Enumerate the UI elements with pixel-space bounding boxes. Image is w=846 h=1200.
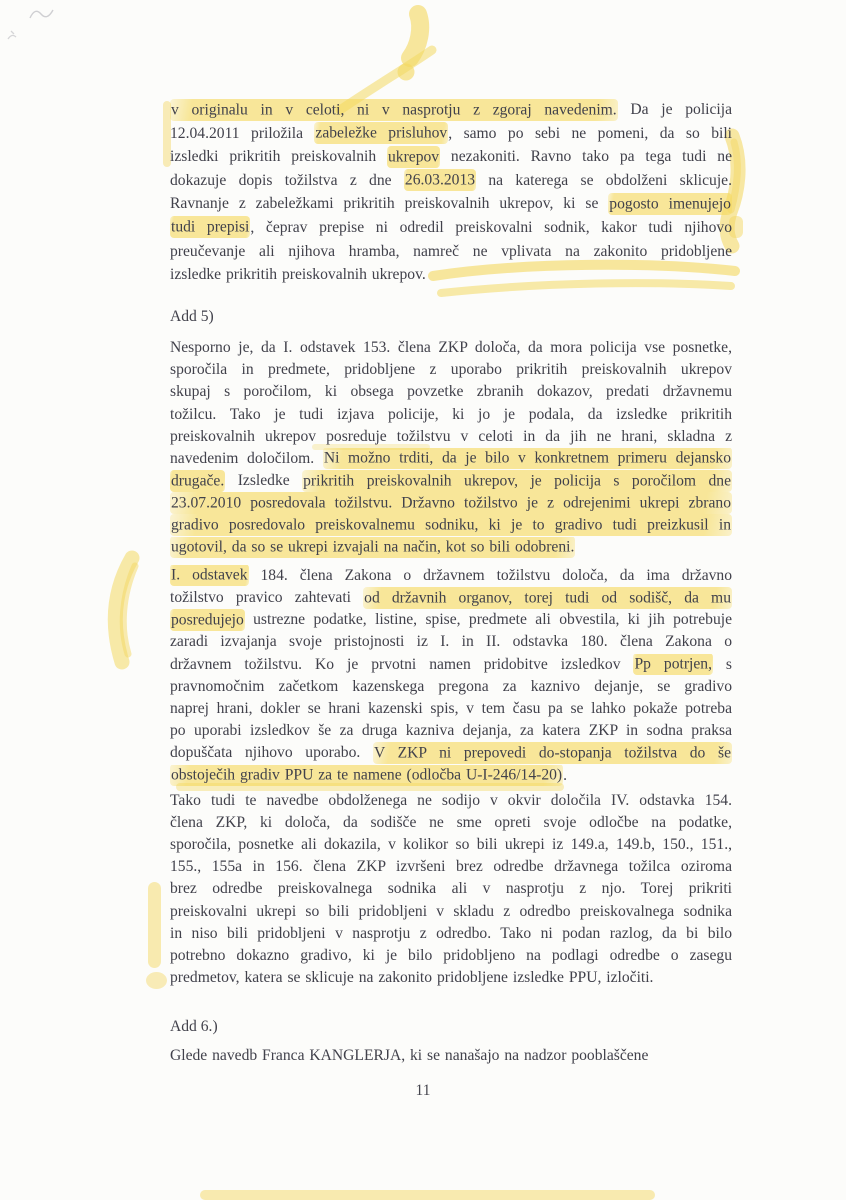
text-line [170, 337, 732, 359]
text-line [170, 1045, 732, 1067]
pencil-scribble-mark [5, 25, 25, 50]
text-line [170, 878, 732, 900]
text-segment: s [712, 655, 732, 673]
text-segment: Glede navedb Franca KANGLERJA, ki se nanašajo na nadzor pooblaščene [170, 1046, 649, 1064]
text-line [170, 834, 732, 856]
text-line [170, 676, 732, 698]
text-segment: sporočila in predmete, pridobljene z uporabo prikritih preiskovalnih ukrepov [170, 361, 732, 379]
text-segment: tožilstvo pravico zahtevati [170, 589, 364, 607]
text-segment: po uporabi izsledkov še za druga kazniva dejanja, za katera ZKP in sodna praksa [170, 722, 732, 740]
highlighted-text: prikritih preiskovalnih ukrepov, je policija s poročilom dne [302, 470, 732, 492]
text-line [170, 654, 732, 676]
text-line [170, 404, 732, 426]
highlighted-text: pogosto imenujejo [608, 193, 732, 215]
text-segment: dopuščata njihovo uporabo. [170, 744, 373, 762]
text-line [170, 765, 732, 787]
highlighted-text: 23.07.2010 posredovala tožilstvu. Državno tožilstvo je z odrejenimi ukrepi zbrano [170, 492, 732, 514]
paragraph-add5-first [170, 337, 732, 559]
text-line [170, 359, 732, 381]
text-line [170, 565, 732, 587]
text-segment: državnem tožilstvu. Ko je prvotni namen pridobitve izsledkov [170, 655, 634, 673]
text-segment: preiskovalnih ukrepov posreduje tožilstvu v celoti in da jih ne hrani, skladna z [170, 427, 732, 445]
text-segment: Nesporno je, da I. odstavek 153. člena ZKP določa, da mora policija vse posnetke, [170, 338, 732, 356]
highlighted-text: 26.03.2013 [404, 169, 476, 191]
text-segment: navedenim določilom. [170, 449, 323, 467]
text-line [170, 587, 732, 609]
highlighted-text: posredujejo [170, 609, 245, 631]
text-line [170, 381, 732, 403]
text-line [170, 448, 732, 470]
text-segment: , čeprav prepise ni odredil preiskovalni sodnik, kakor tudi njihovo [250, 218, 732, 236]
text-line [170, 923, 732, 945]
text-line [170, 698, 732, 720]
text-line [170, 856, 732, 878]
text-segment: , samo po sebi ne pomeni, da so bili [448, 124, 732, 142]
highlighted-text: Ni možno trditi, da je bilo v konkretnem primeru dejansko [323, 448, 732, 470]
text-segment: Izsledke [225, 472, 303, 490]
text-segment: ustrezne podatke, listine, spise, predmete ali obvestila, ki jih potrebuje [244, 611, 732, 629]
text-segment: dokazuje dopis tožilstva z dne [170, 171, 404, 189]
text-segment: 155., 155a in 156. člena ZKP izvršeni brez odredbe državnega tožilca oziroma [170, 858, 732, 876]
text-segment: sporočila, posnetke ali dokazila, v kolikor so bili ukrepi iz 149.a, 149.b, 150., 151., [170, 836, 732, 854]
text-segment: in niso bili pridobljeni v nasprotju z odredbo. Tako ni podan razlog, da bi bilo [170, 924, 732, 942]
highlighted-text: v originalu in v celoti, ni v nasprotju z zgoraj navedenim. [170, 99, 618, 121]
text-line [170, 492, 732, 514]
highlighted-text: zabeležke prisluhov [314, 122, 448, 144]
text-segment: Tako tudi te navedbe obdolženega ne sodijo v okvir določila IV. odstavka 154. [170, 791, 732, 809]
text-segment: brez odredbe preiskovalnega sodnika ali v nasprotju z njo. Torej prikriti [170, 880, 732, 898]
highlighted-text: tudi prepisi [170, 216, 250, 238]
paragraph-add5-second [170, 565, 732, 787]
heading-add-6: Add 6.) [170, 1018, 218, 1036]
highlighted-text: gradivo posredovalo preiskovalnemu sodniku, ki je to gradivo tudi preizkusil in [170, 514, 732, 536]
text-segment: izsledke prikritih preiskovalnih ukrepov. [170, 266, 426, 284]
text-segment: tožilcu. Tako je tudi izjava policije, ki jo je podala, da izsledke prikritih [170, 405, 732, 423]
text-segment: . [563, 766, 568, 784]
highlighted-text: obstoječih gradiv PPU za te namene (odločba U-I-246/14-20) [170, 765, 563, 787]
bottom-edge-highlighter-strip [200, 1190, 655, 1200]
paragraph-add6-first [170, 1045, 732, 1067]
text-segment: naprej hrani, dokler se hrani kazenski spis, v tem času pa se lahko pokaže potreba [170, 699, 732, 717]
left-margin-highlighter-dot [146, 972, 167, 989]
text-line [170, 98, 732, 122]
highlighted-text: Pp potrjen, [633, 654, 713, 676]
text-segment: na katerega se obdolženi sklicuje. [476, 171, 732, 189]
text-line [170, 812, 732, 834]
page-number: 11 [415, 1082, 431, 1099]
left-margin-highlighter-blob [98, 546, 152, 678]
text-line [170, 145, 732, 169]
heading-add-5: Add 5) [170, 307, 214, 325]
text-segment: predmetov, katera se sklicuje na zakonito pridobljene izsledke PPU, izločiti. [170, 969, 654, 987]
text-line [170, 192, 732, 216]
highlighted-text: V ZKP ni prepovedi do-stopanja tožilstva do še [373, 742, 732, 764]
text-line [170, 901, 732, 923]
text-segment: preučevanje ali njihova hramba, namreč ne vplivata na zakonito pridobljene [170, 242, 732, 260]
text-segment: Da je policija [617, 101, 732, 118]
text-segment: pravnomočnim začetkom kazenskega pregona za kaznivo dejanje, se gradivo [170, 677, 732, 695]
text-line [170, 945, 732, 967]
text-line [170, 742, 732, 764]
highlighted-text: I. odstavek [170, 565, 249, 587]
text-segment: potrebno dokazno gradivo, ki je bilo pridobljeno na podlagi odredbe o zasegu [170, 947, 732, 965]
text-line [170, 240, 732, 264]
text-segment: zaradi izvajanja svoje pristojnosti iz I. in II. odstavka 180. člena Zakona o [170, 633, 732, 651]
text-segment: člena ZKP, ki določa, da sodišče ne sme opreti svoje odločbe na podatke, [170, 813, 732, 831]
text-segment: preiskovalni ukrepi so bili pridobljeni v skladu z odredbo preiskovalnega sodnika [170, 902, 732, 920]
text-line [170, 537, 732, 559]
text-segment: 184. člena Zakona o državnem tožilstvu določa, da ima državno [248, 566, 732, 584]
text-line [170, 631, 732, 653]
text-line [170, 169, 732, 193]
text-segment: Ravnanje z zabeležkami prikritih preiskovalnih ukrepov, ki se [170, 195, 609, 213]
text-line [170, 470, 732, 492]
text-line [170, 790, 732, 812]
paragraph-add5-third [170, 790, 732, 990]
text-line [170, 426, 732, 448]
highlighted-text: ugotovil, da so se ukrepi izvajali na način, kot so bili odobreni. [170, 537, 575, 559]
pencil-scribble-mark [28, 5, 56, 28]
text-segment: izsledki prikritih preiskovalnih [170, 148, 387, 166]
highlighted-text: drugače. [170, 470, 225, 492]
paragraph-add4-continuation [170, 98, 732, 287]
document-text [170, 98, 732, 1067]
text-line [170, 720, 732, 742]
text-line [170, 609, 732, 631]
text-line [170, 967, 732, 989]
left-margin-highlighter-bar [148, 882, 161, 968]
text-segment: 12.04.2011 priložila [170, 124, 315, 142]
highlighted-text: od državnih organov, torej tudi od sodišč, da mu [363, 587, 732, 609]
text-line [170, 514, 732, 536]
text-segment: skupaj s poročilom, ki obsega povzetke zbranih dokazov, predati državnemu [170, 383, 732, 401]
text-line [170, 122, 732, 146]
text-line [170, 216, 732, 240]
text-line [170, 263, 732, 287]
text-segment: nezakoniti. Ravno tako pa tega tudi ne [440, 148, 732, 166]
highlighted-text: ukrepov [387, 146, 440, 168]
